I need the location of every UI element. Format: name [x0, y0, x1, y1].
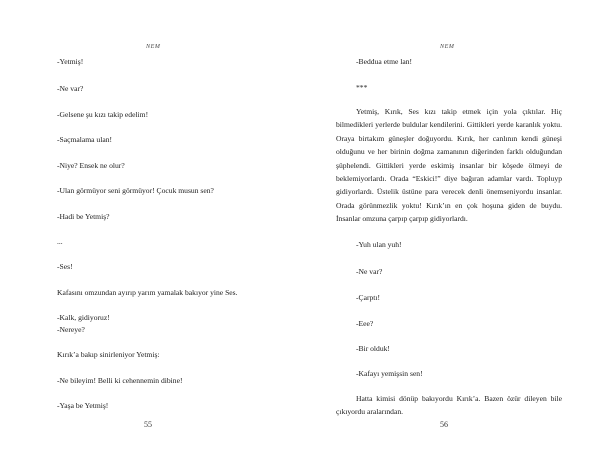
text-line: -Hadi be Yetmiş?: [57, 212, 110, 221]
closing-paragraph: [336, 392, 562, 419]
text-line: -Yetmiş!: [57, 57, 84, 66]
paragraph-text: Hatta kimisi dönüp bakıyordu Kırık’a. Bazen özür dileyen bile çıkıyordu aralarından.: [336, 394, 562, 417]
text-line: -Eee?: [356, 319, 374, 328]
text-line: -Nereye?: [57, 325, 85, 334]
text-line: -Kalk, gidiyoruz!: [57, 313, 110, 322]
text-line: -Ulan görmüyor seni görmüyor! Çocuk musun sen?: [57, 186, 214, 195]
text-line: -Ne var?: [356, 267, 383, 276]
body-paragraph: [336, 105, 562, 226]
text-line: -Kafayı yemişsin sen!: [356, 369, 423, 378]
text-line: -Ne var?: [57, 84, 84, 93]
right-page: [300, 0, 600, 467]
text-line: Kırık’a bakıp sinirleniyor Yetmiş:: [57, 350, 160, 359]
page-number: 56: [440, 420, 448, 429]
text-line: -Çarptı!: [356, 293, 381, 302]
text-line: Kafasını omzundan ayırıp yarım yamalak bakıyor yine Ses.: [57, 288, 238, 297]
running-header: NEM: [440, 44, 455, 50]
text-line: -Ne bileyim! Belli ki cehennemin dibine!: [57, 376, 183, 385]
paragraph-text: Yetmiş, Kırık, Ses kızı takip etmek için yola çıktılar. Hiç bilmedikleri yerlerde buldular kendilerini. Gittikleri yerde karanlık yoktu. Oraya birtakım güneşler doğuyordu. Kırık, her canlının kendi güneşi olduğunu ve her birinin doğma zamanının diğerinden farklı olduğundan şüphelendi. Gittikleri yerde eskimiş insanlar bir köşede ölmeyi de beklemiyorlardı. Orada “Eskici!” diye bağıran adamlar vardı. Topluyp gidiyorlardı. Üstelik üstüne para verecek denli önemseniyordu insanlar. Orada görünmezlik yoktu! Kırık’ın en çok hoşuna giden de buydu. İnsanlar omzuna çarpıp çarpıp gidiyorlardı.: [336, 107, 562, 224]
text-line: -Niye? Ensek ne olur?: [57, 161, 125, 170]
page-number: 55: [144, 420, 152, 429]
text-line: -Ses!: [57, 262, 73, 271]
text-line: -Bir olduk!: [356, 344, 390, 353]
section-separator: ***: [356, 83, 368, 92]
running-header: NEM: [146, 44, 161, 50]
text-line: -Beddua etme lan!: [356, 57, 413, 66]
text-line: -Yuh ulan yuh!: [356, 240, 402, 249]
text-line: -Gelsene şu kızı takip edelim!: [57, 110, 149, 119]
text-line: ...: [57, 237, 63, 246]
text-line: -Yaşa be Yetmiş!: [57, 401, 109, 410]
text-line: -Saçmalama ulan!: [57, 135, 113, 144]
